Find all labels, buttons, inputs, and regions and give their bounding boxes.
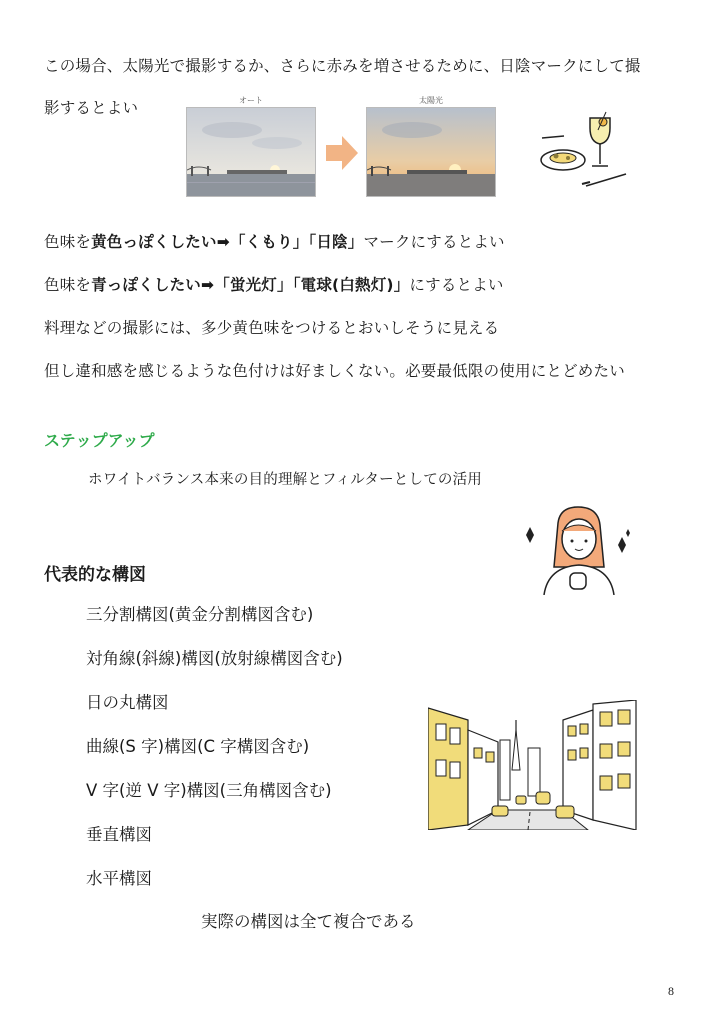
stepup-heading: ステップアップ (44, 431, 155, 450)
composition-note: 実際の構図は全て複合である (201, 912, 416, 931)
composition-item: 垂直構図 (86, 825, 152, 844)
composition-item: 曲線(S 字)構図(C 字構図含む) (86, 737, 310, 756)
composition-item: 日の丸構図 (86, 693, 169, 712)
para1-line1: この場合、太陽光で撮影するか、さらに赤みを増させるために、日陰マークにして撮 (44, 57, 641, 75)
arrow-right-icon (326, 136, 358, 170)
composition-item: 水平構図 (86, 869, 152, 888)
line-yellow: 色味を黄色っぽくしたい➡「くもり」「日陰」マークにするとよい (44, 233, 505, 251)
woman-illustration (520, 505, 640, 595)
city-street-illustration (428, 700, 638, 830)
para1-line2: 影するとよい (44, 99, 139, 117)
photo-auto (186, 107, 316, 197)
composition-heading: 代表的な構図 (44, 565, 146, 585)
photo-sun-label: 太陽光 (419, 96, 443, 105)
line-caution: 但し違和感を感じるような色付けは好ましくない。必要最低限の使用にとどめたい (44, 362, 625, 380)
line-food: 料理などの撮影には、多少黄色味をつけるとおいしそうに見える (44, 319, 500, 337)
composition-item: V 字(逆 V 字)構図(三角構図含む) (86, 781, 332, 800)
stepup-text: ホワイトバランス本来の目的理解とフィルターとしての活用 (88, 472, 482, 488)
composition-item: 対角線(斜線)構図(放射線構図含む) (86, 649, 343, 668)
photo-sunlight (366, 107, 496, 197)
page-number: 8 (668, 984, 674, 998)
composition-item: 三分割構図(黄金分割構図含む) (86, 605, 314, 624)
line-blue: 色味を青っぽくしたい➡「蛍光灯」「電球(白熱灯)」にするとよい (44, 276, 504, 294)
photo-auto-label: オート (239, 96, 263, 105)
food-illustration (528, 108, 632, 192)
